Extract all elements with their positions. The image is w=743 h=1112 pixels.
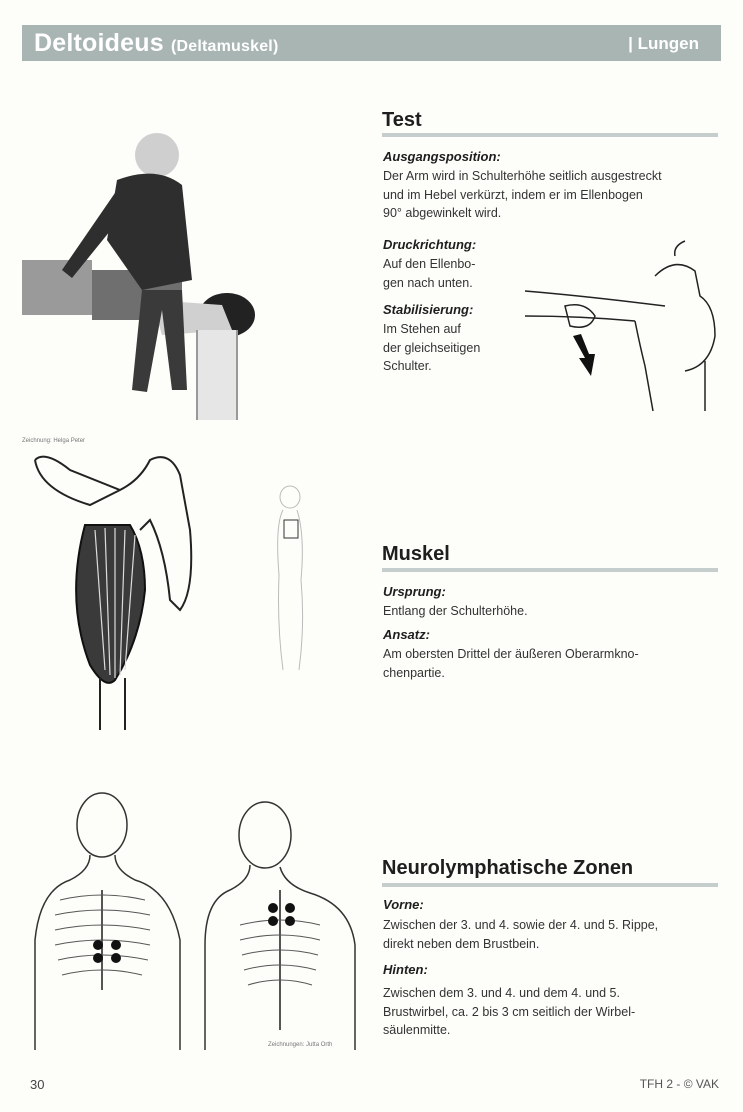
- back-line: säulenmitte.: [383, 1023, 451, 1037]
- front-line: Zwischen der 3. und 4. sowie der 4. und 5. Rippe,: [383, 918, 659, 932]
- start-line: und im Hebel verkürzt, indem er im Ellenbogen: [383, 187, 643, 202]
- title-main: Deltoideus: [34, 29, 164, 57]
- insertion-text: [383, 645, 723, 682]
- insertion-line: Am obersten Drittel der äußeren Oberarmkno-: [383, 647, 639, 661]
- insertion-label: Ansatz:: [383, 627, 430, 642]
- start-text: [383, 167, 723, 223]
- stab-line: Im Stehen auf: [383, 322, 461, 336]
- front-label: Vorne:: [383, 897, 424, 912]
- deltoid-drawing: [30, 450, 200, 730]
- arm-test-drawing: [525, 236, 725, 411]
- neuro-title: Neurolymphatische Zonen: [382, 857, 634, 879]
- pressure-line: Auf den Ellenbo-: [383, 257, 476, 271]
- back-torso-drawing: [200, 795, 370, 1050]
- stab-text: [383, 320, 480, 376]
- front-line: direkt neben dem Brustbein.: [383, 936, 540, 951]
- header-section: | Lungen: [628, 34, 699, 53]
- muscle-title: Muskel: [382, 543, 450, 565]
- front-text: [383, 916, 723, 953]
- credit-drawing1: Zeichnung: Helga Peter: [22, 438, 86, 444]
- origin-label: Ursprung:: [383, 584, 446, 599]
- start-line: Der Arm wird in Schulterhöhe seitlich ausgestreckt: [383, 169, 662, 183]
- start-line: 90° abgewinkelt wird.: [383, 206, 502, 220]
- pressure-text: [383, 255, 475, 292]
- header-bar: [22, 25, 721, 61]
- insertion-line: chenpartie.: [383, 665, 445, 680]
- page-title: [34, 29, 278, 58]
- pressure-line: gen nach unten.: [383, 275, 473, 290]
- start-label: Ausgangsposition:: [383, 149, 501, 164]
- standing-figure: [265, 485, 315, 680]
- footer-copyright: TFH 2 - © VAK: [639, 1077, 719, 1091]
- stab-line: der gleichseitigen: [383, 340, 481, 355]
- back-label: Hinten:: [383, 962, 428, 977]
- neuro-rule: [382, 883, 718, 887]
- credit-drawing2: Zeichnungen: Jutta Orth: [268, 1042, 333, 1048]
- stab-label: Stabilisierung:: [383, 302, 474, 317]
- back-line: Zwischen dem 3. und 4. und dem 4. und 5.: [383, 986, 620, 1000]
- page-number: 30: [30, 1077, 45, 1092]
- test-rule: [382, 133, 718, 137]
- origin-text: Entlang der Schulterhöhe.: [383, 604, 528, 618]
- back-line: Brustwirbel, ca. 2 bis 3 cm seitlich der Wirbel-: [383, 1004, 636, 1019]
- test-title: Test: [382, 109, 422, 131]
- front-torso-drawing: [30, 790, 200, 1050]
- title-sub: (Deltamuskel): [170, 38, 279, 55]
- back-text: [383, 984, 723, 1040]
- pressure-label: Druckrichtung:: [383, 237, 477, 252]
- stab-line: Schulter.: [383, 359, 432, 373]
- test-photo: [22, 130, 262, 420]
- muscle-rule: [382, 568, 718, 572]
